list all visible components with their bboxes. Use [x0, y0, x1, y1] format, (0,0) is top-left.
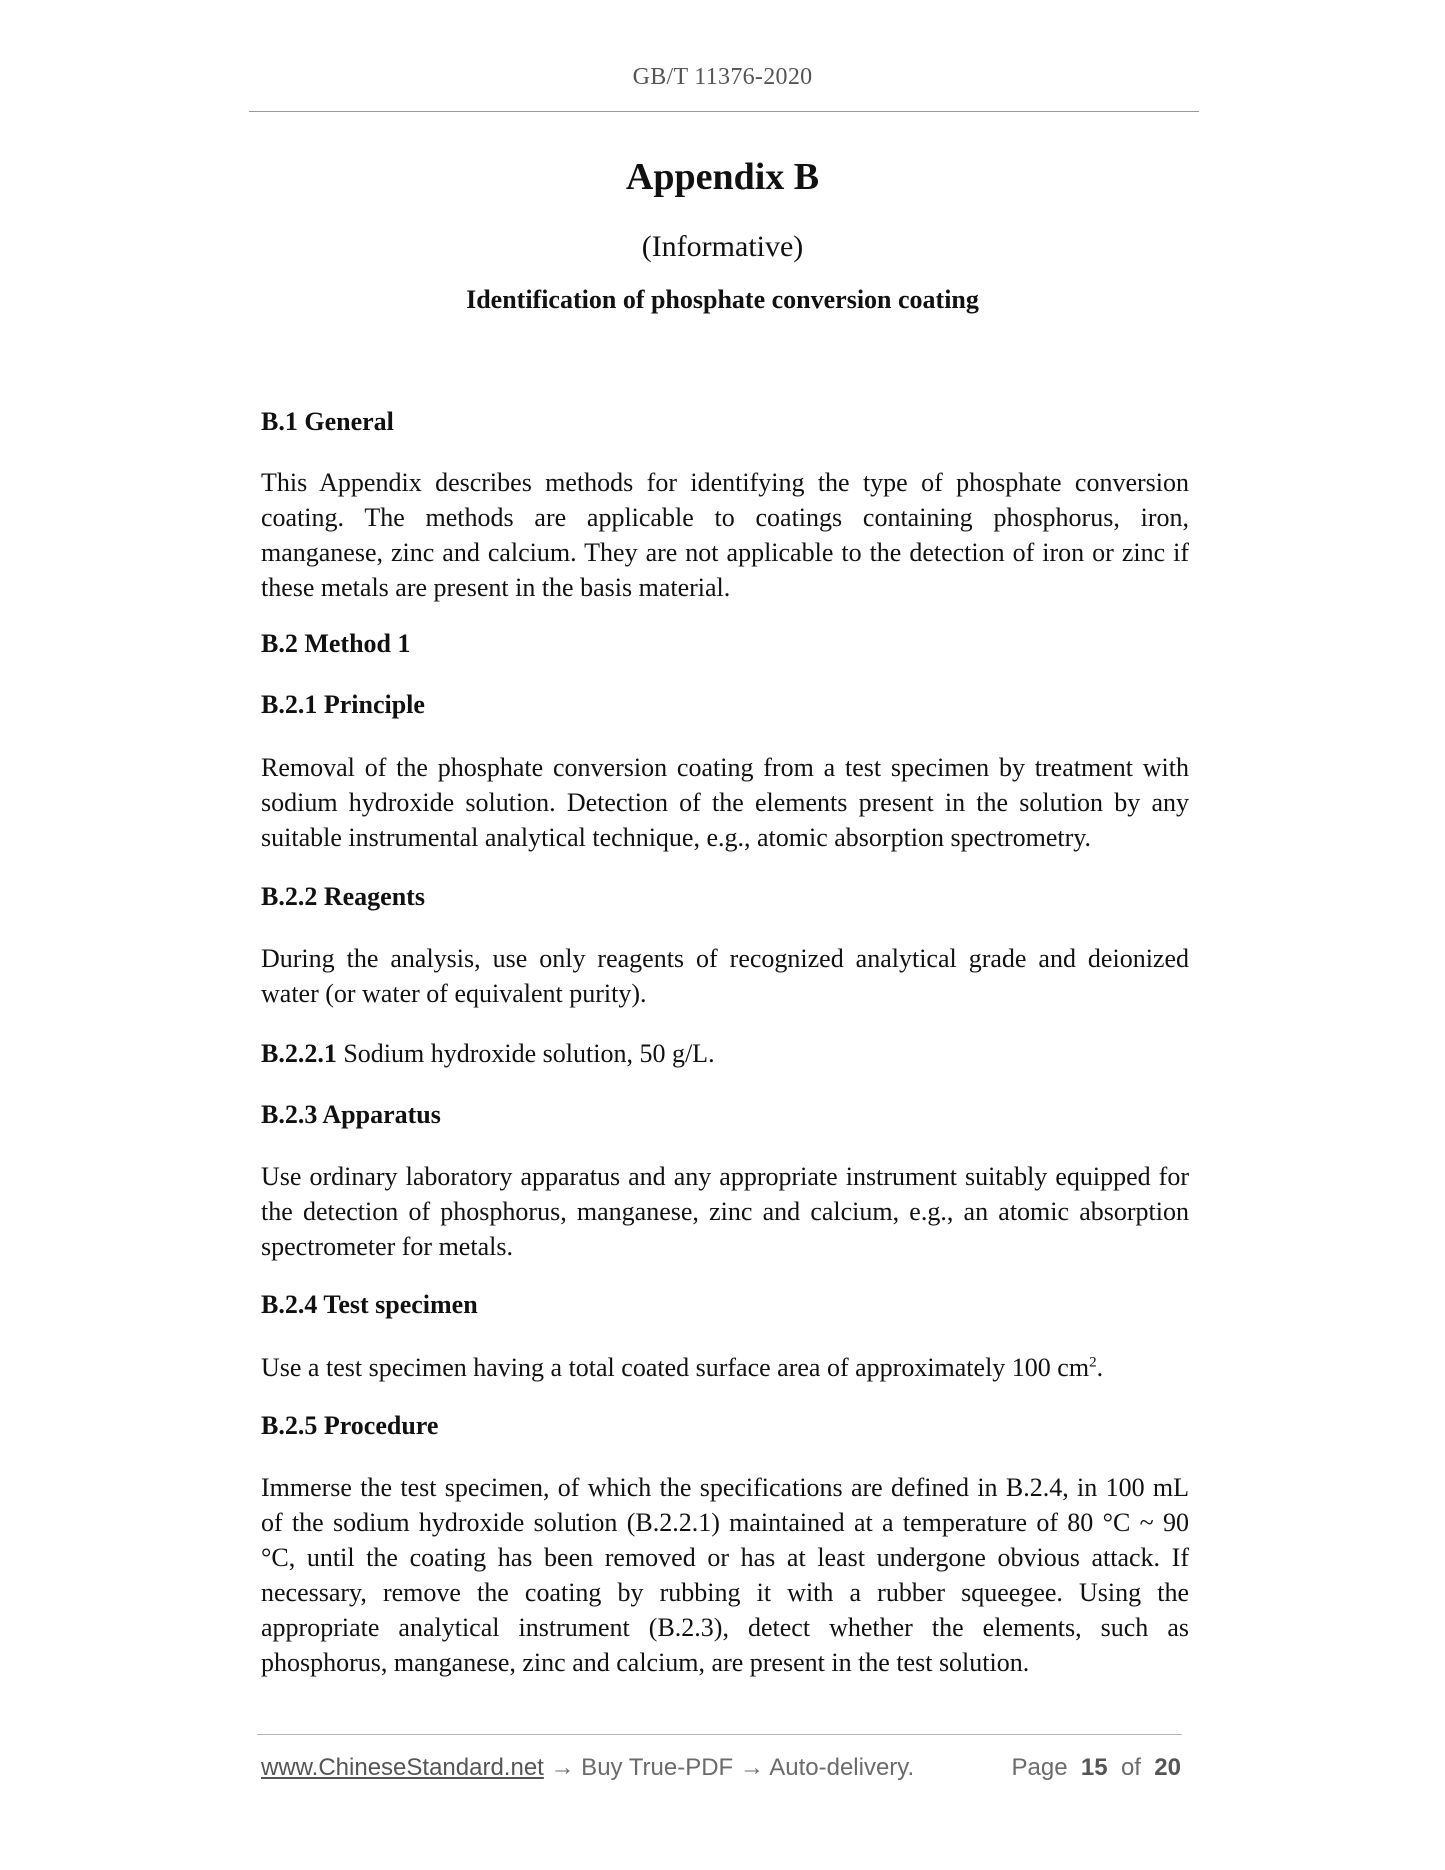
section-heading-b24: B.2.4 Test specimen — [261, 1290, 478, 1319]
section-text-b1: This Appendix describes methods for identifying the type of phosphate conversion coating. The methods are applicable to coatings containing phosphorus, iron, manganese, zinc and calcium. They are not applicable to the detection of iron or zinc if these metals are present in the basis material. — [261, 468, 1189, 602]
section-text-b23: Use ordinary laboratory apparatus and any appropriate instrument suitably equipped for the detection of phosphorus, manganese, zinc and calcium, e.g., an atomic absorption spectrometer for metals. — [261, 1162, 1189, 1261]
appendix-type: (Informative) — [641, 230, 804, 263]
appendix-title: Appendix B — [625, 156, 820, 198]
section-heading-b2: B.2 Method 1 — [261, 629, 411, 658]
specimen-text: Use a test specimen having a total coated surface area of approximately 100 cm — [261, 1353, 1090, 1382]
page-indicator — [1011, 1752, 1181, 1784]
unit-superscript: 2 — [1089, 1354, 1097, 1371]
section-text-b24 — [261, 1350, 1189, 1385]
clause-b221 — [261, 1036, 1189, 1071]
section-text-b25: Immerse the test specimen, of which the specifications are defined in B.2.4, in 100 mL of the sodium hydroxide solution (B.2.2.1) maintained at a temperature of 80 °C ~ 90 °C, until the coating has been removed or has at least undergone obvious attack. If necessary, remove the coating by rubbing it with a rubber squeegee. Using the appropriate analytical instrument (B.2.3), detect whether the elements, such as phosphorus, manganese, zinc and calcium, are present in the test solution. — [261, 1473, 1189, 1677]
section-heading-b21: B.2.1 Principle — [261, 690, 425, 719]
section-heading-b1: B.1 General — [261, 407, 394, 436]
footer-divider — [257, 1734, 1182, 1735]
document-code: GB/T 11376-2020 — [632, 64, 813, 90]
page-label: Page — [1011, 1754, 1068, 1781]
appendix-subject: Identification of phosphate conversion coating — [466, 285, 979, 314]
page-current: 15 — [1080, 1754, 1108, 1781]
promo-text: → Buy True-PDF → Auto-delivery. — [543, 1754, 915, 1781]
header-divider — [249, 111, 1199, 112]
clause-number: B.2.2.1 — [261, 1039, 337, 1068]
page-footer — [261, 1752, 1181, 1784]
section-text-b22: During the analysis, use only reagents of recognized analytical grade and deionized water (or water of equivalent purity). — [261, 944, 1189, 1008]
page-of: of — [1120, 1754, 1141, 1781]
clause-text: Sodium hydroxide solution, 50 g/L. — [343, 1039, 715, 1068]
section-heading-b22: B.2.2 Reagents — [261, 882, 425, 911]
footer-promo — [261, 1752, 914, 1784]
section-heading-b25: B.2.5 Procedure — [261, 1411, 439, 1440]
website-link[interactable]: www.ChineseStandard.net — [261, 1754, 544, 1781]
section-text-b21: Removal of the phosphate conversion coating from a test specimen by treatment with sodium hydroxide solution. Detection of the elements present in the solution by any suitable instrumental analytical technique, e.g., atomic absorption spectrometry. — [261, 753, 1189, 852]
section-heading-b23: B.2.3 Apparatus — [261, 1100, 441, 1129]
specimen-text-end: . — [1096, 1353, 1104, 1382]
page-total: 20 — [1154, 1754, 1181, 1781]
